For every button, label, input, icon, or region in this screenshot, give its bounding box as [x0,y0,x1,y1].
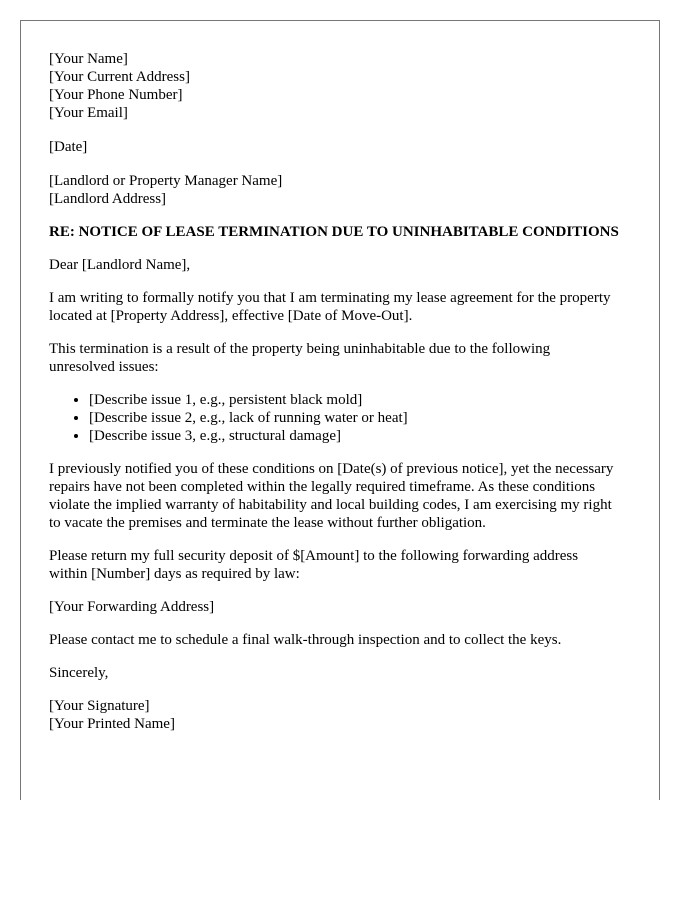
walkthrough-paragraph: Please contact me to schedule a final walk-through inspection and to collect the keys. [49,632,562,648]
recipient-block [49,172,619,208]
reason-paragraph: This termination is a result of the property being uninhabitable due to the following unresolved issues: [49,341,551,375]
sender-email: [Your Email] [49,105,128,121]
subject-line: RE: NOTICE OF LEASE TERMINATION DUE TO UNINHABITABLE CONDITIONS [49,224,619,240]
sign-off: Sincerely, [49,665,109,681]
letter-body [49,50,619,733]
intro-paragraph: I am writing to formally notify you that I am terminating my lease agreement for the property located at [Property Address], effective [Date of Move-Out]. [49,290,611,324]
recipient-address: [Landlord Address] [49,191,167,207]
sender-block [49,50,619,122]
recipient-name: [Landlord or Property Manager Name] [49,173,283,189]
letter-page [20,20,660,800]
letter-date: [Date] [49,139,88,155]
signature-block [49,697,619,733]
forwarding-address: [Your Forwarding Address] [49,599,215,615]
deposit-paragraph: Please return my full security deposit of $[Amount] to the following forwarding address within [Number] days as required by law: [49,548,579,582]
date-block [49,138,619,156]
list-item: • [Describe issue 1, e.g., persistent black mold] [89,391,619,409]
issues-list [49,391,619,445]
notice-paragraph: I previously notified you of these conditions on [Date(s) of previous notice], yet the necessary repairs have not been completed within the legally required timeframe. As these conditions violate the implied warranty of habitability and local building codes, I am exercising my right to vacate the premises and terminate the lease without further obligation. [49,461,614,531]
list-item: • [Describe issue 2, e.g., lack of running water or heat] [89,409,619,427]
sender-name: [Your Name] [49,51,128,67]
list-item: • [Describe issue 3, e.g., structural damage] [89,427,619,445]
signature: [Your Signature] [49,698,150,714]
sender-phone: [Your Phone Number] [49,87,183,103]
sender-address: [Your Current Address] [49,69,190,85]
salutation: Dear [Landlord Name], [49,257,191,273]
printed-name: [Your Printed Name] [49,716,175,732]
